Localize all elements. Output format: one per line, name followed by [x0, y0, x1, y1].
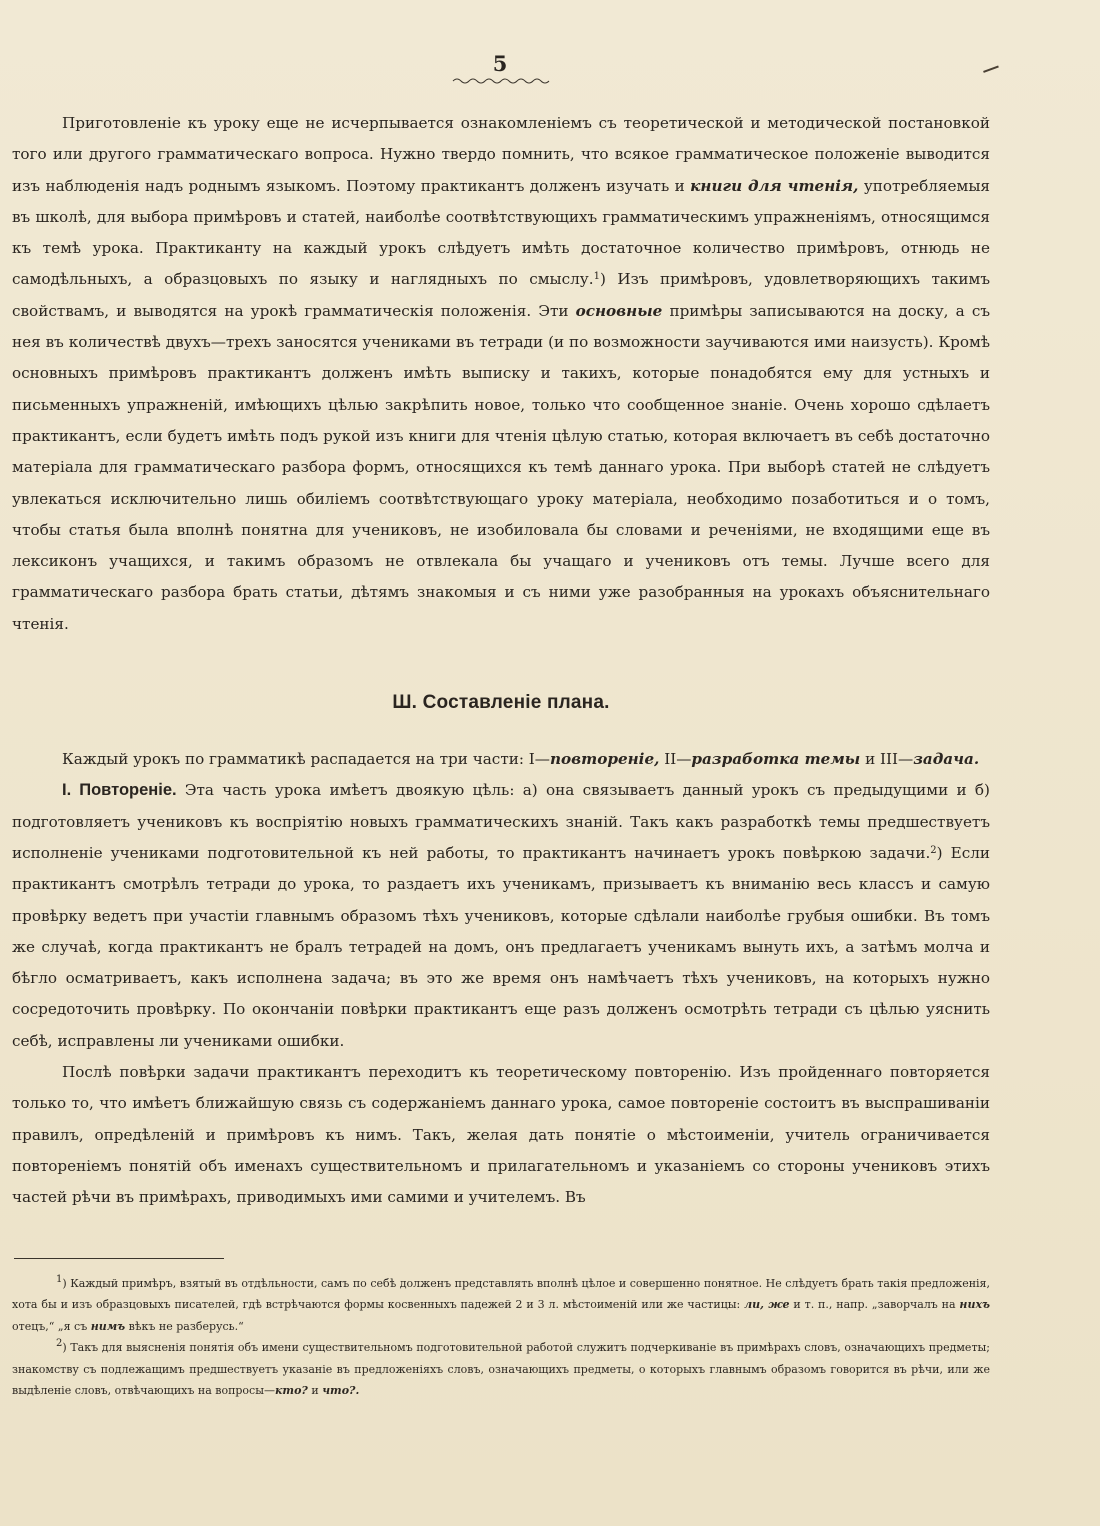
emphasis-task: задача. [913, 750, 980, 769]
page-number: 5 [492, 51, 508, 76]
emphasis-reading-books: книги для чтенія, [690, 176, 859, 195]
emphasis-topic-development: разработка темы [691, 750, 861, 769]
footnotes [12, 1273, 990, 1402]
page-header [12, 52, 990, 86]
section-heading: Ш. Составленіе плана. [392, 692, 610, 714]
footnote-1: $^1$) Каждый примѣръ, взятый въ отдѣльности, самъ по себѣ долженъ представлять вполнѣ цѣлое и совершенно понятное. Не слѣдуетъ брать такія предложенія, хота бы и изъ образцовыхъ писателей, гдѣ встрѣчаются формы косвенныхъ падежей 2 и 3 л. мѣстоименій или же частицы: ли, же и т. п., напр. „заворчалъ на нихъ отецъ,“ „я съ нимъ вѣкъ не разберусь.“ [12, 1273, 990, 1333]
footnote-mark-1: 1 [56, 1273, 63, 1285]
page-number-flourish [451, 76, 551, 86]
footnote-mark-2: 2 [56, 1338, 63, 1349]
footnote-rule [14, 1258, 224, 1259]
footnote-ref-2: 2 [930, 844, 937, 856]
emphasis-basic: основные [575, 301, 663, 320]
paragraph-lesson-parts: Каждый урокъ по грамматикѣ распадается на три части: I—повтореніе, II—разработка темы и III—задача. [62, 750, 980, 769]
footnote-2: $^2$) Такъ для выясненія понятія объ имени существительномъ подготовительной работой служитъ подчеркиваніе въ примѣрахъ словъ, означающихъ предметы; знакомству съ подлежащимъ предшествуетъ указаніе въ предложеніяхъ словъ, означающихъ предметы, о которыхъ главнымъ образомъ говорится въ рѣчи, или же выдѣленіе словъ, отвѣчающихъ на вопросы—кто? и что?. [12, 1338, 990, 1397]
footnote-ref-1: 1 [593, 271, 600, 283]
paragraph-repetition: I. Повтореніе. Эта часть урока имѣетъ двоякую цѣль: а) она связываетъ данный урокъ съ предыдущими и б) подготовляетъ учениковъ къ воспріятію новыхъ грамматическихъ знаній. Такъ какъ разработкѣ темы предшествуетъ исполненіе учениками подготовительной къ ней работы, то практикантъ начинаетъ урокъ повѣркою задачи.$^2$) Если практикантъ смотрѣлъ тетради до урока, то раздаетъ ихъ ученикамъ, призываетъ къ вниманію весь классъ и самую провѣрку ведетъ при участіи главнымъ образомъ тѣхъ учениковъ, которые сдѣлали наиболѣе грубыя ошибки. Въ томъ же случаѣ, когда практикантъ не бралъ тетрадей на домъ, онъ предлагаетъ ученикамъ вынуть ихъ, а затѣмъ молча и бѣгло осматриваетъ, какъ исполнена задача; въ это же время онъ намѣчаетъ тѣхъ учениковъ, на которыхъ нужно сосредоточить провѣрку. По окончаніи повѣрки практикантъ еще разъ долженъ осмотрѣть тетради съ цѣлью уяснить себѣ, исправлены ли учениками ошибки. [12, 781, 990, 1050]
run-in-heading-repetition: I. Повтореніе. [62, 781, 177, 800]
paragraph-preparation: Приготовленіе къ уроку еще не исчерпывается ознакомленіемъ съ теоретической и методической постановкой того или другого грамматическаго вопроса. Нужно твердо помнить, что всякое грамматическое положеніе выводится изъ наблюденія надъ роднымъ языкомъ. Поэтому практикантъ долженъ изучать и книги для чтенія, употребляемыя въ школѣ, для выбора примѣровъ и статей, наиболѣе соотвѣтствующихъ грамматическимъ упражненіямъ, относящимся къ темѣ урока. Практиканту на каждый урокъ слѣдуетъ имѣть достаточное количество примѣровъ, отнюдь не самодѣльныхъ, а образцовыхъ по языку и наглядныхъ по смыслу.$^1$) Изъ примѣровъ, удовлетворяющихъ такимъ свойствамъ, и выводятся на урокѣ грамматическія положенія. Эти основные примѣры записываются на доску, а съ нея въ количествѣ двухъ—трехъ заносятся учениками въ тетради (и по возможности заучиваются ими наизусть). Кромѣ основныхъ примѣровъ практикантъ долженъ имѣть выписку и такихъ, которые понадобятся ему для устныхъ и письменныхъ упражненій, имѣющихъ цѣлью закрѣпить новое, только что сообщенное знаніе. Очень хорошо сдѣлаетъ практикантъ, если будетъ имѣть подъ рукой изъ книги для чтенія цѣлую статью, которая включаетъ въ себѣ достаточно матеріала для грамматическаго разбора формъ, относящихся къ темѣ даннаго урока. При выборѣ статей не слѣдуетъ увлекаться исключительно лишь обиліемъ соотвѣтствующаго уроку матеріала, необходимо позаботиться и о томъ, чтобы статья была вполнѣ понятна для учениковъ, не изобиловала бы словами и реченіями, не входящими еще въ лексиконъ учащихся, и такимъ образомъ не отвлекала бы учащаго и учениковъ отъ темы. Лучше всего для грамматическаго разбора брать статьи, дѣтямъ знакомыя и съ ними уже разобранныя на урокахъ объяснительнаго чтенія. [12, 114, 991, 633]
emphasis-repetition: повтореніе, [549, 750, 660, 769]
paragraph-theory-review: Послѣ повѣрки задачи практикантъ переходитъ къ теоретическому повторенію. Изъ пройденнаго повторяется только то, что имѣетъ ближайшую связь съ содержаніемъ даннаго урока, самое повтореніе состоитъ въ выспрашиваніи правилъ, опредѣленій и примѣровъ къ нимъ. Такъ, желая дать понятіе о мѣстоименіи, учитель ограничивается повтореніемъ понятій объ именахъ существительномъ и прилагательномъ и указаніемъ со стороны учениковъ этихъ частей рѣчи въ примѣрахъ, приводимыхъ ими самими и учителемъ. Въ [12, 1063, 990, 1207]
